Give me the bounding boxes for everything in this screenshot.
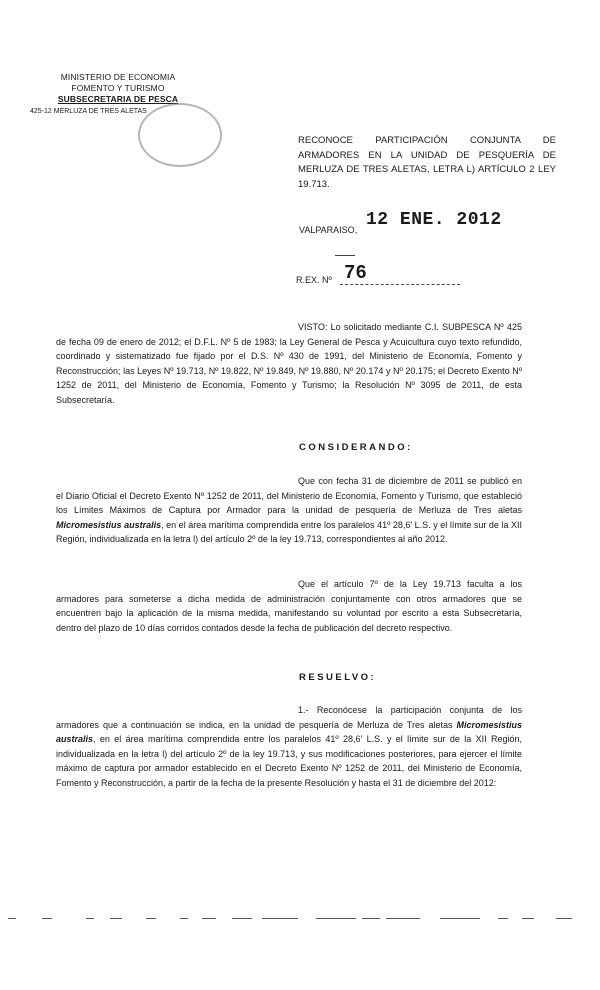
considerando-p2-text: Que el artículo 7º de la Ley 19.713 faculta a los armadores para someterse a dicha medida de administración conjuntamente con otros armadores que se encuentren bajo la aplicación de la misma medida, manifestando su voluntad por escrito a esta Subsecretaría, dentro del plazo de 10 días corridos contados desde la fecha de publicación del decreto respectivo. — [56, 579, 522, 633]
species-name: Micromesistius australis — [56, 519, 162, 530]
species-name: Micromesistius australis — [56, 719, 522, 745]
divider — [335, 255, 355, 256]
resuelvo-p1-text-b: , en el área marítima comprendida entre los paralelos 41º 28,6' L.S. y el límite sur de la XII Región, individualizada en la letra l) del artículo 2º de la ley 19.713, y sus modificaciones posteriores, para ejercer el límite máximo de captura por armador establecido en el Decreto Exento Nº 1252 de 2011, del Ministerio de Economía, Fomento y Reconstrucción, a partir de la fecha de la presente Resolución y hasta el 31 de diciembre del 2012: — [56, 734, 522, 788]
resolution-prefix: R.EX. Nº — [296, 275, 332, 285]
official-seal — [138, 103, 222, 167]
ministry-subtitle: FOMENTO Y TURISMO — [71, 83, 165, 93]
reference-line: 425-12 MERLUZA DE TRES ALETAS — [30, 108, 147, 115]
considerando-p1-text-a: Que con fecha 31 de diciembre de 2011 se publicó en el Diario Oficial el Decreto Exento Nº 1252 de 2011, del Ministerio de Economía, Fomento y Turismo, que estableció los Límites Máximos de Captura por Armador para la unidad de pesquería de Merluza de Tres aletas — [56, 476, 522, 516]
footer-scan-marks — [0, 918, 600, 920]
resolution-number: 76 — [344, 262, 367, 284]
date-stamp: 12 ENE. 2012 — [366, 210, 502, 230]
resuelvo-p1-text-a: 1.- Reconócese la participación conjunta de los armadores que a continuación se indica, en la unidad de pesquería de Merluza de Tres aletas — [56, 705, 522, 730]
resolution-line — [340, 284, 460, 285]
letterhead — [38, 72, 198, 105]
document-title: RECONOCE PARTICIPACIÓN CONJUNTA DE ARMADORES EN LA UNIDAD DE PESQUERÍA DE MERLUZA DE TRES ALETAS, LETRA L) ARTÍCULO 2 LEY 19.713. — [298, 135, 556, 190]
visto-text: VISTO: Lo solicitado mediante C.I. SUBPESCA Nº 425 de fecha 09 de enero de 2012; el D.F.L. Nº 5 de 1983; la Ley General de Pesca y Acuicultura cuyo texto refundido, coordinado y sistematizado fue fijado por el D.S. Nº 430 de 1991, del Ministerio de Economía, Fomento y Reconstrucción; las Leyes Nº 19.713, Nº 19.822, Nº 19.849, Nº 19.880, Nº 20.174 y Nº 20.175; el Decreto Exento Nº 1252 de 2011, del Ministerio de Economía, Fomento y Turismo; la Resolución Nº 3095 de 2011, de esta Subsecretaría. — [56, 322, 522, 405]
place-date — [299, 210, 502, 238]
place-label: VALPARAISO, — [299, 225, 358, 235]
resuelvo-heading: RESUELVO: — [299, 672, 377, 683]
considerando-heading: CONSIDERANDO: — [299, 442, 413, 453]
subsecretaria-name: SUBSECRETARIA DE PESCA — [57, 94, 179, 104]
ministry-name: MINISTERIO DE ECONOMIA — [60, 72, 176, 82]
considerando-paragraph-1 — [56, 474, 522, 547]
considerando-p1-text-b: , en el área marítima comprendida entre los paralelos 41º 28,6' L.S. y el límite sur de la XII Región, individualizada en la letra l) del artículo 2º de la ley 19.713, correspondientes al año 2012. — [56, 519, 523, 545]
visto-paragraph — [56, 320, 522, 408]
resuelvo-paragraph-1 — [56, 703, 522, 791]
considerando-paragraph-2 — [56, 577, 522, 635]
